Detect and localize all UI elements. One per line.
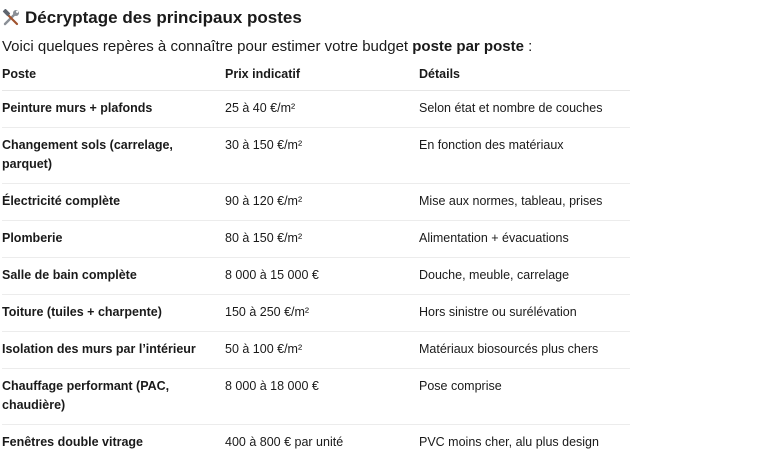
cell-prix: 30 à 150 €/m²: [225, 128, 419, 184]
cell-poste: Fenêtres double vitrage: [2, 425, 225, 461]
table-row: [2, 128, 630, 184]
cell-details: PVC moins cher, alu plus design: [419, 425, 630, 461]
cell-details: En fonction des matériaux: [419, 128, 630, 184]
cell-poste: Toiture (tuiles + charpente): [2, 295, 225, 332]
section-heading: [2, 6, 302, 30]
cell-details: Douche, meuble, carrelage: [419, 258, 630, 295]
intro-text-end: :: [524, 38, 532, 55]
column-header-details: Détails: [419, 64, 630, 91]
cell-poste: Plomberie: [2, 221, 225, 258]
hammer-and-wrench-icon: [2, 9, 20, 27]
cell-poste: Changement sols (carrelage, parquet): [2, 128, 225, 184]
column-header-prix: Prix indicatif: [225, 64, 419, 91]
cell-prix: 50 à 100 €/m²: [225, 332, 419, 369]
cell-details: Mise aux normes, tableau, prises: [419, 184, 630, 221]
cell-prix: 8 000 à 15 000 €: [225, 258, 419, 295]
cell-prix: 80 à 150 €/m²: [225, 221, 419, 258]
cell-poste: Chauffage performant (PAC, chaudière): [2, 369, 225, 425]
cell-poste: Peinture murs + plafonds: [2, 91, 225, 128]
column-header-poste: Poste: [2, 64, 225, 91]
table-row: [2, 425, 630, 461]
cell-poste: Électricité complète: [2, 184, 225, 221]
intro-text: Voici quelques repères à connaître pour estimer votre budget: [2, 38, 412, 55]
cell-prix: 400 à 800 € par unité: [225, 425, 419, 461]
cell-prix: 150 à 250 €/m²: [225, 295, 419, 332]
table-row: [2, 332, 630, 369]
table-row: [2, 295, 630, 332]
cell-details: Matériaux biosourcés plus chers: [419, 332, 630, 369]
cell-details: Selon état et nombre de couches: [419, 91, 630, 128]
cell-prix: 8 000 à 18 000 €: [225, 369, 419, 425]
cell-prix: 25 à 40 €/m²: [225, 91, 419, 128]
cell-prix: 90 à 120 €/m²: [225, 184, 419, 221]
table-row: [2, 91, 630, 128]
table-header-row: [2, 64, 630, 91]
cell-poste: Isolation des murs par l’intérieur: [2, 332, 225, 369]
table-row: [2, 369, 630, 425]
intro-emphasis: poste par poste: [412, 38, 524, 55]
intro-paragraph: [2, 38, 532, 55]
cell-details: Pose comprise: [419, 369, 630, 425]
table-row: [2, 221, 630, 258]
table-row: [2, 184, 630, 221]
cell-details: Hors sinistre ou surélévation: [419, 295, 630, 332]
section-heading-text: Décryptage des principaux postes: [25, 8, 302, 28]
cell-poste: Salle de bain complète: [2, 258, 225, 295]
budget-table: [2, 64, 630, 461]
cell-details: Alimentation + évacuations: [419, 221, 630, 258]
table-row: [2, 258, 630, 295]
